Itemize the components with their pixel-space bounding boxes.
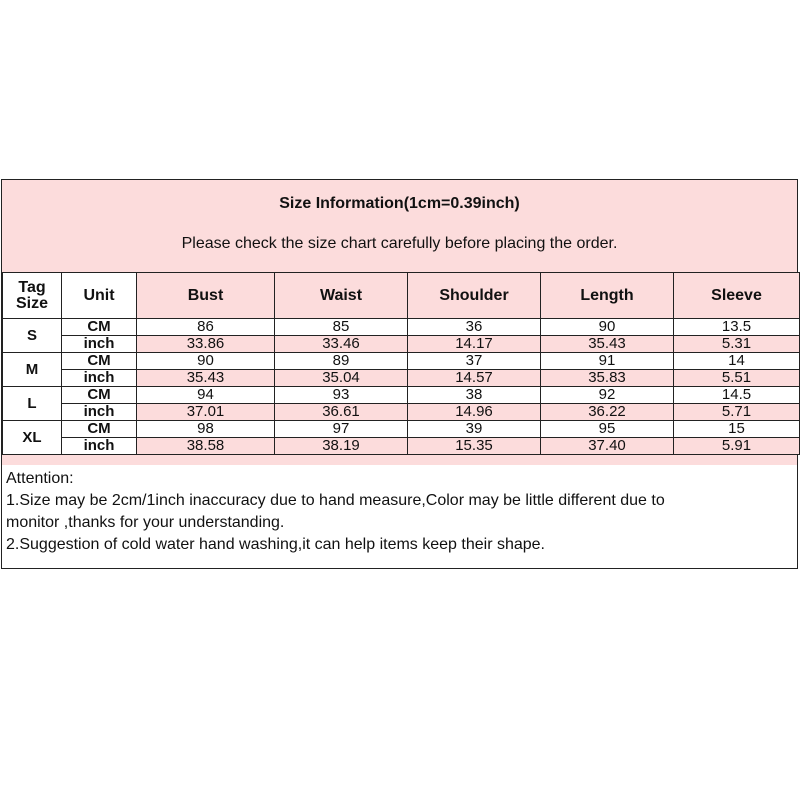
header-tag-size: Tag Size xyxy=(3,273,62,319)
inch-waist-value: 35.04 xyxy=(275,370,408,387)
unit-label-inch: inch xyxy=(62,370,137,387)
chart-title: Size Information(1cm=0.39inch) xyxy=(279,195,520,212)
cm-length-value: 91 xyxy=(541,353,674,370)
inch-length-value: 36.22 xyxy=(541,404,674,421)
inch-bust-value: 33.86 xyxy=(137,336,275,353)
size-table xyxy=(2,272,800,455)
inch-shoulder-value: 14.96 xyxy=(408,404,541,421)
size-label: S xyxy=(3,319,62,353)
cm-sleeve-value: 13.5 xyxy=(674,319,800,336)
inch-shoulder-value: 14.17 xyxy=(408,336,541,353)
inch-bust-value: 38.58 xyxy=(137,438,275,455)
table-row xyxy=(3,319,800,336)
attention-line-1: 1.Size may be 2cm/1inch inaccuracy due to hand measure,Color may be little different due to xyxy=(6,492,665,509)
cm-sleeve-value: 15 xyxy=(674,421,800,438)
inch-length-value: 35.83 xyxy=(541,370,674,387)
inch-bust-value: 37.01 xyxy=(137,404,275,421)
header-sleeve: Sleeve xyxy=(674,273,800,319)
cm-length-value: 92 xyxy=(541,387,674,404)
unit-label-cm: CM xyxy=(62,319,137,336)
unit-label-inch: inch xyxy=(62,438,137,455)
inch-length-value: 37.40 xyxy=(541,438,674,455)
inch-sleeve-value: 5.71 xyxy=(674,404,800,421)
table-row xyxy=(3,353,800,370)
unit-label-cm: CM xyxy=(62,353,137,370)
unit-label-inch: inch xyxy=(62,336,137,353)
inch-waist-value: 38.19 xyxy=(275,438,408,455)
size-label: L xyxy=(3,387,62,421)
cm-sleeve-value: 14.5 xyxy=(674,387,800,404)
cm-bust-value: 86 xyxy=(137,319,275,336)
inch-bust-value: 35.43 xyxy=(137,370,275,387)
attention-line-2: 2.Suggestion of cold water hand washing,it can help items keep their shape. xyxy=(6,536,545,553)
header-waist: Waist xyxy=(275,273,408,319)
header-length: Length xyxy=(541,273,674,319)
chart-subtitle: Please check the size chart carefully before placing the order. xyxy=(181,235,618,252)
cm-waist-value: 97 xyxy=(275,421,408,438)
size-label: XL xyxy=(3,421,62,455)
unit-label-cm: CM xyxy=(62,387,137,404)
cm-bust-value: 90 xyxy=(137,353,275,370)
cm-shoulder-value: 36 xyxy=(408,319,541,336)
size-table-body xyxy=(3,319,800,455)
inch-shoulder-value: 14.57 xyxy=(408,370,541,387)
cm-shoulder-value: 37 xyxy=(408,353,541,370)
cm-waist-value: 89 xyxy=(275,353,408,370)
attention-heading: Attention: xyxy=(6,470,74,487)
table-row xyxy=(3,404,800,421)
attention-line-1-cont: monitor ,thanks for your understanding. xyxy=(6,514,285,531)
header-shoulder: Shoulder xyxy=(408,273,541,319)
inch-sleeve-value: 5.91 xyxy=(674,438,800,455)
size-label: M xyxy=(3,353,62,387)
cm-bust-value: 98 xyxy=(137,421,275,438)
unit-label-cm: CM xyxy=(62,421,137,438)
header-bust: Bust xyxy=(137,273,275,319)
cm-shoulder-value: 38 xyxy=(408,387,541,404)
inch-waist-value: 33.46 xyxy=(275,336,408,353)
table-row xyxy=(3,370,800,387)
cm-bust-value: 94 xyxy=(137,387,275,404)
inch-length-value: 35.43 xyxy=(541,336,674,353)
cm-length-value: 95 xyxy=(541,421,674,438)
header-unit: Unit xyxy=(62,273,137,319)
table-row xyxy=(3,438,800,455)
attention-notes xyxy=(2,465,797,568)
cm-length-value: 90 xyxy=(541,319,674,336)
size-chart xyxy=(1,179,798,569)
table-row xyxy=(3,387,800,404)
cm-sleeve-value: 14 xyxy=(674,353,800,370)
cm-shoulder-value: 39 xyxy=(408,421,541,438)
inch-sleeve-value: 5.51 xyxy=(674,370,800,387)
table-header-row xyxy=(3,273,800,319)
cm-waist-value: 93 xyxy=(275,387,408,404)
unit-label-inch: inch xyxy=(62,404,137,421)
table-row xyxy=(3,421,800,438)
cm-waist-value: 85 xyxy=(275,319,408,336)
inch-waist-value: 36.61 xyxy=(275,404,408,421)
size-chart-header xyxy=(2,180,797,273)
inch-shoulder-value: 15.35 xyxy=(408,438,541,455)
inch-sleeve-value: 5.31 xyxy=(674,336,800,353)
table-row xyxy=(3,336,800,353)
